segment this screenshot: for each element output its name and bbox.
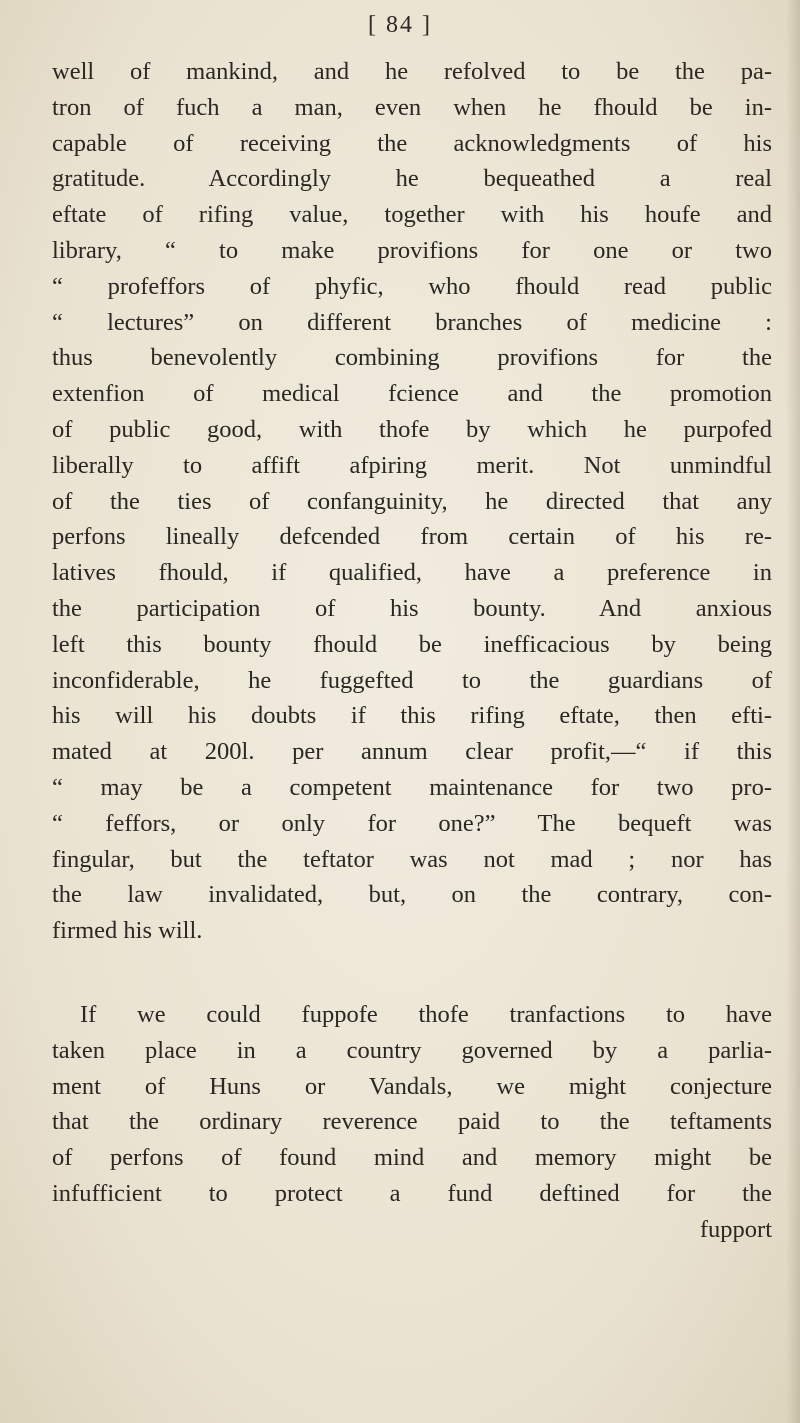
text-line: that the ordinary reverence paid to the teftaments	[52, 1108, 772, 1136]
text-line: thus benevolently combining provifions for the	[52, 344, 772, 372]
text-line: his will his doubts if this rifing eftate, then efti-	[52, 702, 772, 730]
text-line: gratitude. Accordingly he bequeathed a real	[52, 165, 772, 193]
text-line: “ feffors, or only for one?” The bequeft was	[52, 809, 772, 837]
text-line: ment of Huns or Vandals, we might conjecture	[52, 1072, 772, 1100]
text-line: extenfion of medical fcience and the promotion	[52, 380, 772, 408]
page-number: [ 84 ]	[368, 12, 432, 38]
body-text	[52, 54, 772, 1248]
text-line: capable of receiving the acknowledgments of his	[52, 129, 772, 157]
text-line: fingular, but the teftator was not mad ; nor has	[52, 845, 772, 873]
paragraph-2	[52, 997, 772, 1248]
text-line: the participation of his bounty. And anxious	[52, 594, 772, 622]
text-line: infufficient to protect a fund deftined for the	[52, 1179, 772, 1207]
text-line: left this bounty fhould be inefficacious by being	[52, 630, 772, 658]
text-line: “ may be a competent maintenance for two pro-	[52, 773, 772, 801]
paragraph-gap	[52, 949, 772, 997]
text-line: “ profeffors of phyfic, who fhould read public	[52, 272, 772, 300]
text-line: of the ties of confanguinity, he directed that any	[52, 487, 772, 515]
text-line: of public good, with thofe by which he purpofed	[52, 415, 772, 443]
text-line: perfons lineally defcended from certain of his re-	[52, 523, 772, 551]
text-line: well of mankind, and he refolved to be the pa-	[52, 58, 772, 85]
text-line: If we could fuppofe thofe tranfactions to have	[80, 1000, 772, 1028]
paragraph-1	[52, 54, 772, 949]
text-line: of perfons of found mind and memory might be	[52, 1144, 772, 1172]
text-line: inconfiderable, he fuggefted to the guardians of	[52, 666, 772, 694]
text-line: liberally to affift afpiring merit. Not unmindful	[52, 451, 772, 479]
text-line: taken place in a country governed by a parlia-	[52, 1036, 772, 1064]
text-line: firmed his will.	[52, 917, 203, 945]
text-line: library, “ to make provifions for one or two	[52, 236, 772, 264]
text-line: eftate of rifing value, together with his houfe and	[52, 201, 772, 229]
text-line: “ lectures” on different branches of medicine :	[52, 308, 772, 336]
text-line: the law invalidated, but, on the contrary, con-	[52, 881, 772, 909]
catchword: fupport	[699, 1215, 772, 1243]
text-line: latives fhould, if qualified, have a preference in	[52, 559, 772, 587]
page-edge-shadow	[786, 0, 800, 1423]
text-line: tron of fuch a man, even when he fhould be in-	[52, 93, 772, 121]
text-line: mated at 200l. per annum clear profit,—“ if this	[52, 738, 772, 766]
